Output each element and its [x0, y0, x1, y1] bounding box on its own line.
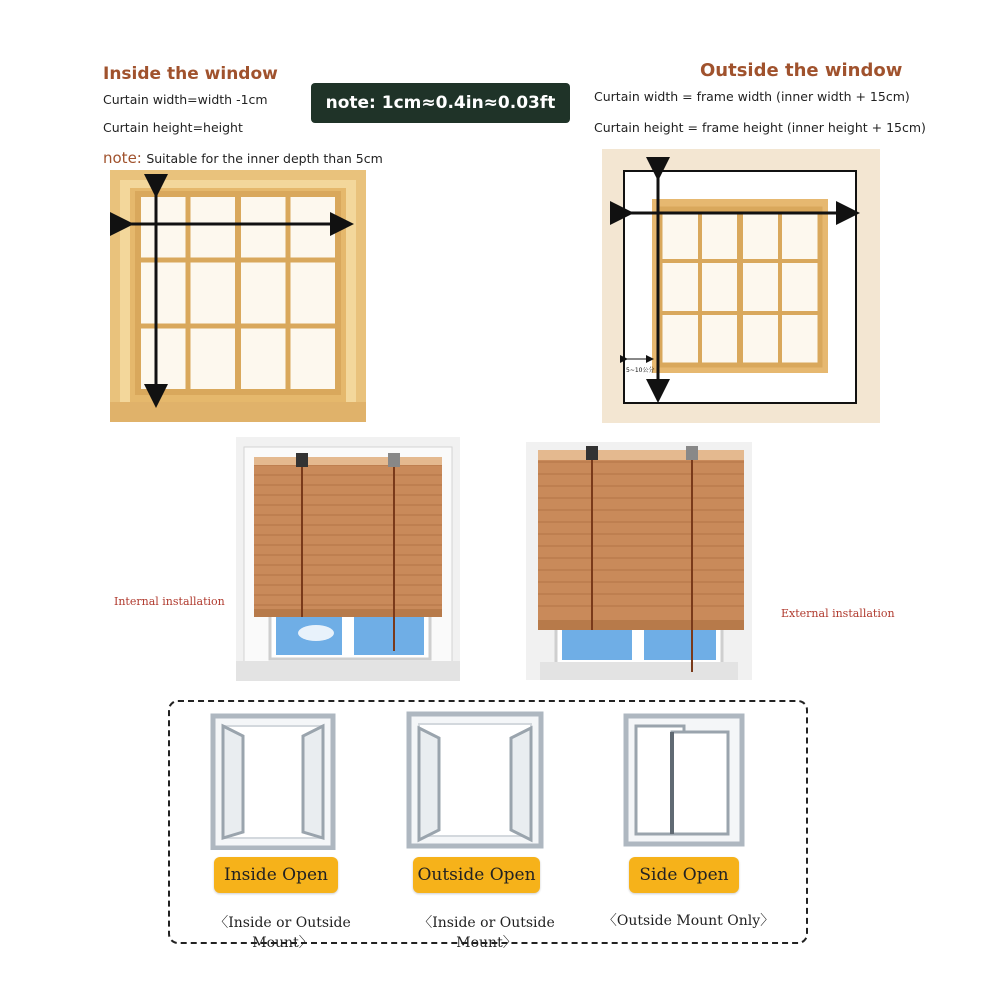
- outside-title: Outside the window: [700, 60, 903, 81]
- side-open-label: Side Open: [629, 857, 739, 893]
- inside-note: [103, 149, 383, 168]
- inside-open-window-icon: [203, 712, 343, 850]
- side-open-window-icon: [622, 712, 746, 848]
- outside-window-diagram: [602, 149, 880, 423]
- inside-window-diagram: [110, 170, 366, 422]
- inside-width-rule: Curtain width=width -1cm: [103, 92, 268, 107]
- inside-title: Inside the window: [103, 64, 278, 84]
- outside-open-window-icon: [405, 710, 545, 850]
- outside-open-mount: 〈Inside or Outside Mount〉: [418, 915, 555, 951]
- external-installation-label: External installation: [781, 607, 895, 620]
- inside-note-label: note:: [103, 149, 142, 167]
- internal-installation-image: [236, 437, 460, 681]
- gap-label: 5~10公分: [626, 367, 655, 374]
- outside-open-label: Outside Open: [413, 857, 540, 893]
- external-installation-image: [526, 442, 752, 680]
- inside-open-mount: 〈Inside or Outside Mount〉: [214, 915, 351, 951]
- outside-height-rule: Curtain height = frame height (inner height + 15cm): [594, 120, 926, 135]
- inside-height-rule: Curtain height=height: [103, 120, 243, 135]
- side-open-mount: 〈Outside Mount Only〉: [602, 913, 775, 929]
- inside-open-label: Inside Open: [214, 857, 338, 893]
- inside-note-text: Suitable for the inner depth than 5cm: [146, 151, 383, 166]
- internal-installation-label: Internal installation: [114, 595, 225, 608]
- outside-width-rule: Curtain width = frame width (inner width + 15cm): [594, 89, 910, 104]
- unit-note: note: 1cm≈0.4in≈0.03ft: [311, 83, 570, 123]
